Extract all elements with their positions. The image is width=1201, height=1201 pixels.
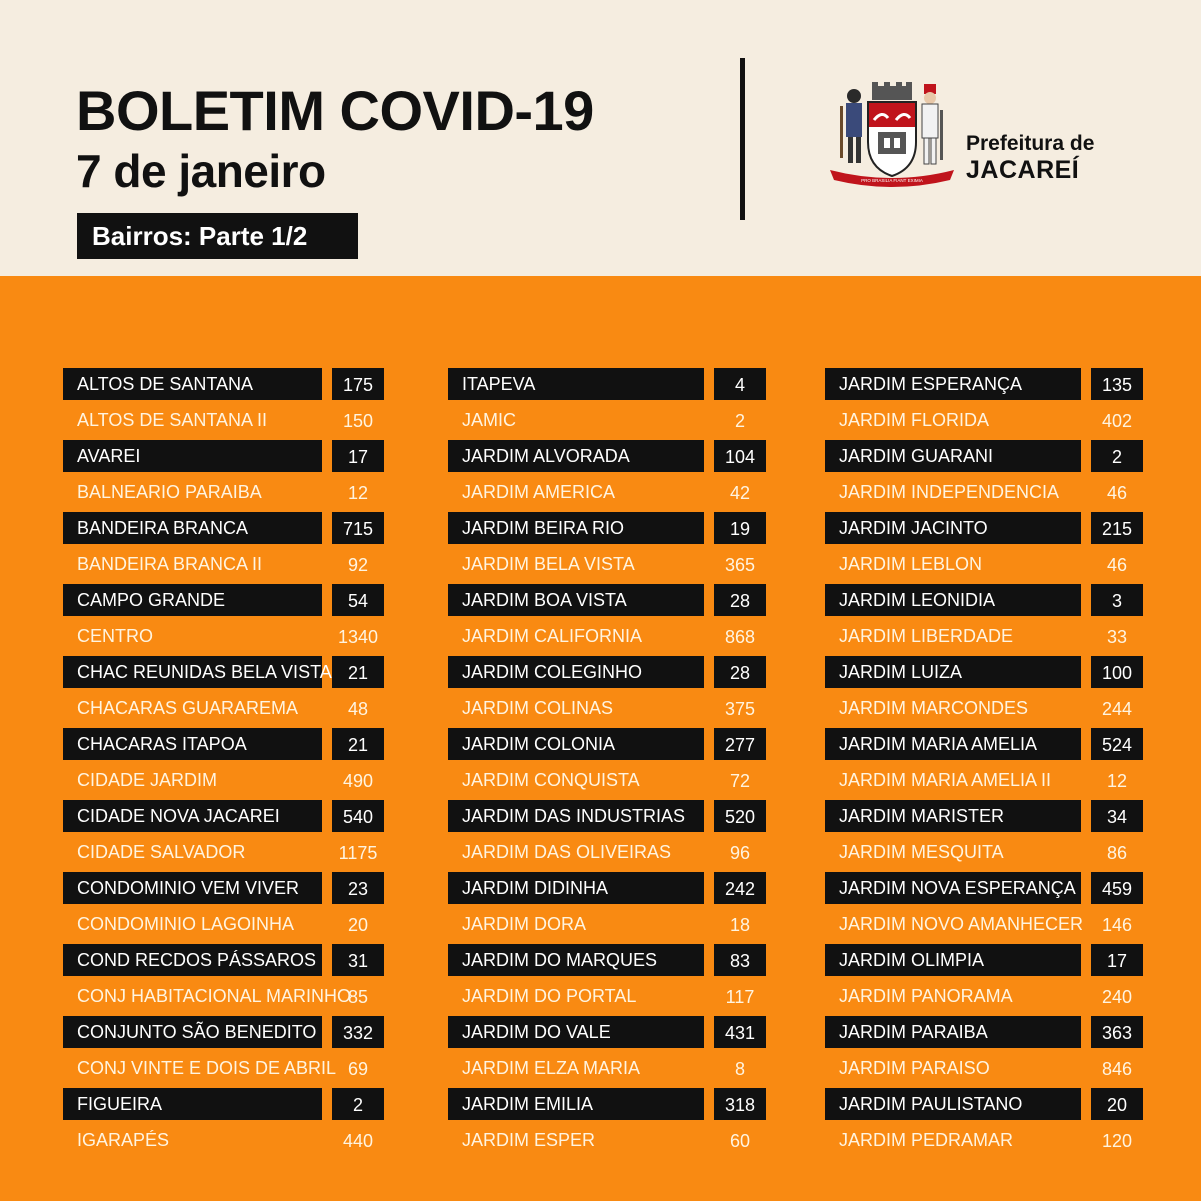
neighborhood-name: CONDOMINIO VEM VIVER <box>63 872 322 904</box>
neighborhood-name: JARDIM BOA VISTA <box>448 584 704 616</box>
neighborhood-name: JARDIM DO VALE <box>448 1016 704 1048</box>
case-count: 3 <box>1091 584 1143 616</box>
page-title: BOLETIM COVID-19 <box>76 79 594 142</box>
case-count: 46 <box>1106 555 1128 575</box>
neighborhood-name: CENTRO <box>77 626 153 646</box>
case-count: 150 <box>342 411 374 431</box>
case-count: 715 <box>332 512 384 544</box>
neighborhood-name: JARDIM BELA VISTA <box>462 554 635 574</box>
case-count: 21 <box>332 728 384 760</box>
case-count: 524 <box>1091 728 1143 760</box>
neighborhood-name: CHAC REUNIDAS BELA VISTA <box>63 656 322 688</box>
neighborhood-name: ALTOS DE SANTANA II <box>77 410 268 430</box>
neighborhood-name: CAMPO GRANDE <box>63 584 322 616</box>
neighborhood-name: CHACARAS ITAPOA <box>63 728 322 760</box>
neighborhood-name: JARDIM INDEPENDENCIA <box>839 482 1060 502</box>
case-count: 34 <box>1091 800 1143 832</box>
case-count: 31 <box>332 944 384 976</box>
org-line-2: JACAREÍ <box>966 156 1080 185</box>
case-count: 96 <box>729 843 751 863</box>
case-count: 17 <box>1091 944 1143 976</box>
case-count: 2 <box>734 411 745 431</box>
section-badge: Bairros: Parte 1/2 <box>77 213 358 259</box>
neighborhood-name: JARDIM PARAISO <box>839 1058 990 1078</box>
case-count: 846 <box>1101 1059 1133 1079</box>
neighborhood-name: JARDIM CONQUISTA <box>462 770 640 790</box>
case-count: 12 <box>347 483 369 503</box>
case-count: 23 <box>332 872 384 904</box>
case-count: 8 <box>734 1059 745 1079</box>
case-count: 332 <box>332 1016 384 1048</box>
case-count: 868 <box>724 627 756 647</box>
neighborhood-name: JARDIM DO MARQUES <box>448 944 704 976</box>
case-count: 431 <box>714 1016 766 1048</box>
neighborhood-name: JARDIM LUIZA <box>825 656 1081 688</box>
case-count: 54 <box>332 584 384 616</box>
case-count: 92 <box>347 555 369 575</box>
neighborhood-name: ALTOS DE SANTANA <box>63 368 322 400</box>
neighborhood-name: JARDIM ELZA MARIA <box>462 1058 641 1078</box>
case-count: 215 <box>1091 512 1143 544</box>
case-count: 18 <box>729 915 751 935</box>
neighborhood-name: JARDIM BEIRA RIO <box>448 512 704 544</box>
case-count: 19 <box>714 512 766 544</box>
org-line-1: Prefeitura de <box>966 132 1095 155</box>
neighborhood-name: CIDADE JARDIM <box>77 770 218 790</box>
neighborhood-name: CONJ VINTE E DOIS DE ABRIL <box>77 1058 337 1078</box>
case-count: 135 <box>1091 368 1143 400</box>
case-count: 86 <box>1106 843 1128 863</box>
neighborhood-name: JARDIM DAS INDUSTRIAS <box>448 800 704 832</box>
case-count: 85 <box>347 987 369 1007</box>
case-count: 28 <box>714 656 766 688</box>
neighborhood-name: JARDIM NOVO AMANHECER <box>839 914 1084 934</box>
neighborhood-name: CIDADE SALVADOR <box>77 842 246 862</box>
case-count: 46 <box>1106 483 1128 503</box>
neighborhood-name: COND RECDOS PÁSSAROS <box>63 944 322 976</box>
neighborhood-name: JARDIM DIDINHA <box>448 872 704 904</box>
case-count: 28 <box>714 584 766 616</box>
neighborhood-name: JARDIM ESPER <box>462 1130 596 1150</box>
city-hall-name <box>966 132 1094 185</box>
neighborhood-name: IGARAPÉS <box>77 1130 170 1150</box>
neighborhood-name: JARDIM LEONIDIA <box>825 584 1081 616</box>
neighborhood-name: JARDIM MARISTER <box>825 800 1081 832</box>
neighborhood-name: BALNEARIO PARAIBA <box>77 482 262 502</box>
case-count: 540 <box>332 800 384 832</box>
neighborhood-name: JARDIM ALVORADA <box>448 440 704 472</box>
case-count: 490 <box>342 771 374 791</box>
neighborhood-name: JARDIM COLEGINHO <box>448 656 704 688</box>
case-count: 120 <box>1101 1131 1133 1151</box>
case-count: 69 <box>347 1059 369 1079</box>
neighborhood-name: JARDIM AMERICA <box>462 482 616 502</box>
neighborhood-name: JARDIM ESPERANÇA <box>825 368 1081 400</box>
case-count: 240 <box>1101 987 1133 1007</box>
case-count: 244 <box>1101 699 1133 719</box>
neighborhood-name: JARDIM DAS OLIVEIRAS <box>462 842 672 862</box>
neighborhood-name: JARDIM NOVA ESPERANÇA <box>825 872 1081 904</box>
neighborhood-name: CONJ HABITACIONAL MARINHO <box>77 986 352 1006</box>
case-count: 2 <box>332 1088 384 1120</box>
case-count: 363 <box>1091 1016 1143 1048</box>
neighborhood-name: JARDIM GUARANI <box>825 440 1081 472</box>
case-count: 104 <box>714 440 766 472</box>
case-count: 33 <box>1106 627 1128 647</box>
neighborhood-name: JARDIM LEBLON <box>839 554 983 574</box>
neighborhood-name: CONDOMINIO LAGOINHA <box>77 914 295 934</box>
case-count: 12 <box>1106 771 1128 791</box>
neighborhood-name: JARDIM MESQUITA <box>839 842 1004 862</box>
case-count: 83 <box>714 944 766 976</box>
case-count: 117 <box>725 987 755 1007</box>
neighborhood-name: BANDEIRA BRANCA <box>63 512 322 544</box>
case-count: 520 <box>714 800 766 832</box>
neighborhood-name: JARDIM MARIA AMELIA II <box>839 770 1052 790</box>
neighborhood-name: JARDIM DO PORTAL <box>462 986 637 1006</box>
case-count: 277 <box>714 728 766 760</box>
header-banner <box>0 0 1201 276</box>
case-count: 365 <box>724 555 756 575</box>
bulletin-date: 7 de janeiro <box>76 145 326 197</box>
case-count: 60 <box>729 1131 751 1151</box>
neighborhood-name: JARDIM PANORAMA <box>839 986 1013 1006</box>
neighborhood-name: ITAPEVA <box>448 368 704 400</box>
case-count: 20 <box>1091 1088 1143 1120</box>
neighborhood-name: CIDADE NOVA JACAREI <box>63 800 322 832</box>
neighborhood-name: JARDIM FLORIDA <box>839 410 990 430</box>
case-count: 318 <box>714 1088 766 1120</box>
case-count: 2 <box>1091 440 1143 472</box>
neighborhood-name: JARDIM EMILIA <box>448 1088 704 1120</box>
neighborhood-name: JARDIM PEDRAMAR <box>839 1130 1014 1150</box>
neighborhood-name: JARDIM PARAIBA <box>825 1016 1081 1048</box>
neighborhood-name: FIGUEIRA <box>63 1088 322 1120</box>
neighborhood-name: AVAREI <box>63 440 322 472</box>
case-count: 1340 <box>337 627 379 647</box>
neighborhood-name: JARDIM MARCONDES <box>839 698 1029 718</box>
case-count: 402 <box>1101 411 1133 431</box>
case-count: 48 <box>347 699 369 719</box>
neighborhood-name: BANDEIRA BRANCA II <box>77 554 263 574</box>
neighborhood-name: JARDIM DORA <box>462 914 587 934</box>
case-count: 175 <box>332 368 384 400</box>
neighborhood-name: JARDIM PAULISTANO <box>825 1088 1081 1120</box>
case-count: 100 <box>1091 656 1143 688</box>
city-coat-of-arms-icon <box>826 80 958 192</box>
svg-text:PRO BRASILIA FIANT EXIMIA: PRO BRASILIA FIANT EXIMIA <box>861 178 923 183</box>
header-divider <box>740 58 745 220</box>
case-count: 72 <box>729 771 751 791</box>
case-count: 1175 <box>338 843 378 863</box>
neighborhood-name: JARDIM CALIFORNIA <box>462 626 643 646</box>
neighborhood-name: CONJUNTO SÃO BENEDITO <box>63 1016 322 1048</box>
neighborhood-name: JARDIM LIBERDADE <box>839 626 1014 646</box>
case-count: 42 <box>729 483 751 503</box>
case-count: 375 <box>724 699 756 719</box>
neighborhood-name: JARDIM COLINAS <box>462 698 614 718</box>
case-count: 4 <box>714 368 766 400</box>
neighborhood-name: JARDIM COLONIA <box>448 728 704 760</box>
case-count: 17 <box>332 440 384 472</box>
case-count: 459 <box>1091 872 1143 904</box>
neighborhood-name: JAMIC <box>462 410 516 430</box>
case-count: 242 <box>714 872 766 904</box>
case-count: 20 <box>347 915 369 935</box>
case-count: 21 <box>332 656 384 688</box>
neighborhood-name: JARDIM MARIA AMELIA <box>825 728 1081 760</box>
neighborhood-name: JARDIM OLIMPIA <box>825 944 1081 976</box>
case-count: 146 <box>1101 915 1133 935</box>
case-count: 440 <box>342 1131 374 1151</box>
neighborhood-name: JARDIM JACINTO <box>825 512 1081 544</box>
neighborhood-name: CHACARAS GUARAREMA <box>77 698 299 718</box>
